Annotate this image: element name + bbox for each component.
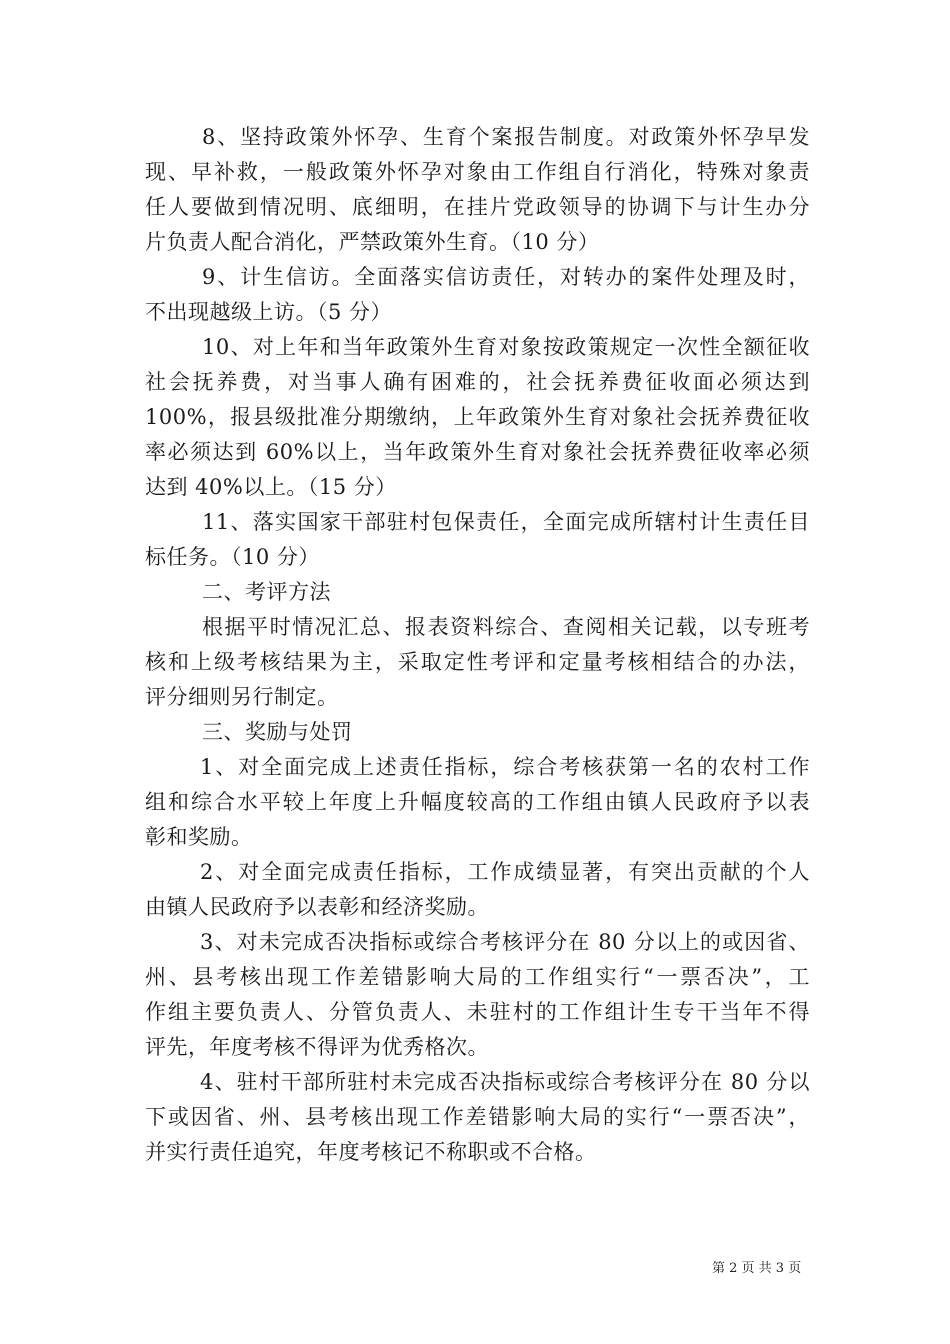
paragraph-method bbox=[145, 610, 810, 715]
text-line: 片负责人配合消化，严禁政策外生育。（10 分） bbox=[145, 230, 600, 254]
text-line: 9、计生信访。全面落实信访责任，对转办的案件处理及时， bbox=[202, 265, 810, 289]
section-heading: 三、奖励与处罚 bbox=[202, 720, 353, 744]
paragraph-item-8 bbox=[145, 120, 810, 260]
text-line: 州、县考核出现工作差错影响大局的工作组实行“一票否决”，工 bbox=[145, 965, 810, 989]
text-line: 彰和奖励。 bbox=[145, 825, 253, 849]
text-line: 11、落实国家干部驻村包保责任，全面完成所辖村计生责任目 bbox=[202, 510, 810, 534]
text-line: 1、对全面完成上述责任指标，综合考核获第一名的农村工作 bbox=[200, 755, 810, 779]
text-line: 不出现越级上访。（5 分） bbox=[145, 300, 393, 324]
text-line: 评先，年度考核不得评为优秀格次。 bbox=[145, 1035, 489, 1059]
text-line: 组和综合水平较上年度上升幅度较高的工作组由镇人民政府予以表 bbox=[145, 790, 810, 814]
paragraph-item-10 bbox=[145, 330, 810, 505]
text-line: 作组主要负责人、分管负责人、未驻村的工作组计生专干当年不得 bbox=[145, 1000, 810, 1024]
paragraph-penalty-3 bbox=[145, 925, 810, 1065]
text-line: 任人要做到情况明、底细明，在挂片党政领导的协调下与计生办分 bbox=[145, 195, 810, 219]
text-line: 由镇人民政府予以表彰和经济奖励。 bbox=[145, 895, 489, 919]
paragraph-item-9 bbox=[145, 260, 810, 330]
paragraph-reward-1 bbox=[145, 750, 810, 855]
text-line: 100%，报县级批准分期缴纳，上年政策外生育对象社会抚养费征收 bbox=[145, 405, 810, 429]
text-line: 10、对上年和当年政策外生育对象按政策规定一次性全额征收 bbox=[202, 335, 810, 359]
text-line: 评分细则另行制定。 bbox=[145, 685, 339, 709]
text-line: 下或因省、州、县考核出现工作差错影响大局的实行“一票否决”， bbox=[145, 1105, 810, 1129]
text-line: 根据平时情况汇总、报表资料综合、查阅相关记载，以专班考 bbox=[202, 615, 810, 639]
page-number: 第 2 页 共 3 页 bbox=[712, 1261, 802, 1276]
section-heading: 二、考评方法 bbox=[202, 580, 331, 604]
section-heading-method bbox=[145, 575, 810, 610]
text-line: 8、坚持政策外怀孕、生育个案报告制度。对政策外怀孕早发 bbox=[202, 125, 810, 149]
paragraph-penalty-4 bbox=[145, 1065, 810, 1170]
text-line: 3、对未完成否决指标或综合考核评分在 80 分以上的或因省、 bbox=[200, 930, 810, 954]
paragraph-item-11 bbox=[145, 505, 810, 575]
text-line: 2、对全面完成责任指标，工作成绩显著，有突出贡献的个人 bbox=[200, 860, 810, 884]
text-line: 4、驻村干部所驻村未完成否决指标或综合考核评分在 80 分以 bbox=[200, 1070, 810, 1094]
paragraph-reward-2 bbox=[145, 855, 810, 925]
text-line: 核和上级考核结果为主，采取定性考评和定量考核相结合的办法， bbox=[145, 650, 810, 674]
document-body bbox=[145, 120, 810, 1170]
text-line: 率必须达到 60%以上，当年政策外生育对象社会抚养费征收率必须 bbox=[145, 440, 810, 464]
text-line: 社会抚养费，对当事人确有困难的，社会抚养费征收面必须达到 bbox=[145, 370, 810, 394]
text-line: 并实行责任追究，年度考核记不称职或不合格。 bbox=[145, 1140, 597, 1164]
text-line: 现、早补救，一般政策外怀孕对象由工作组自行消化，特殊对象责 bbox=[145, 160, 810, 184]
text-line: 标任务。（10 分） bbox=[145, 545, 320, 569]
text-line: 达到 40%以上。（15 分） bbox=[145, 475, 397, 499]
section-heading-rewards bbox=[145, 715, 810, 750]
